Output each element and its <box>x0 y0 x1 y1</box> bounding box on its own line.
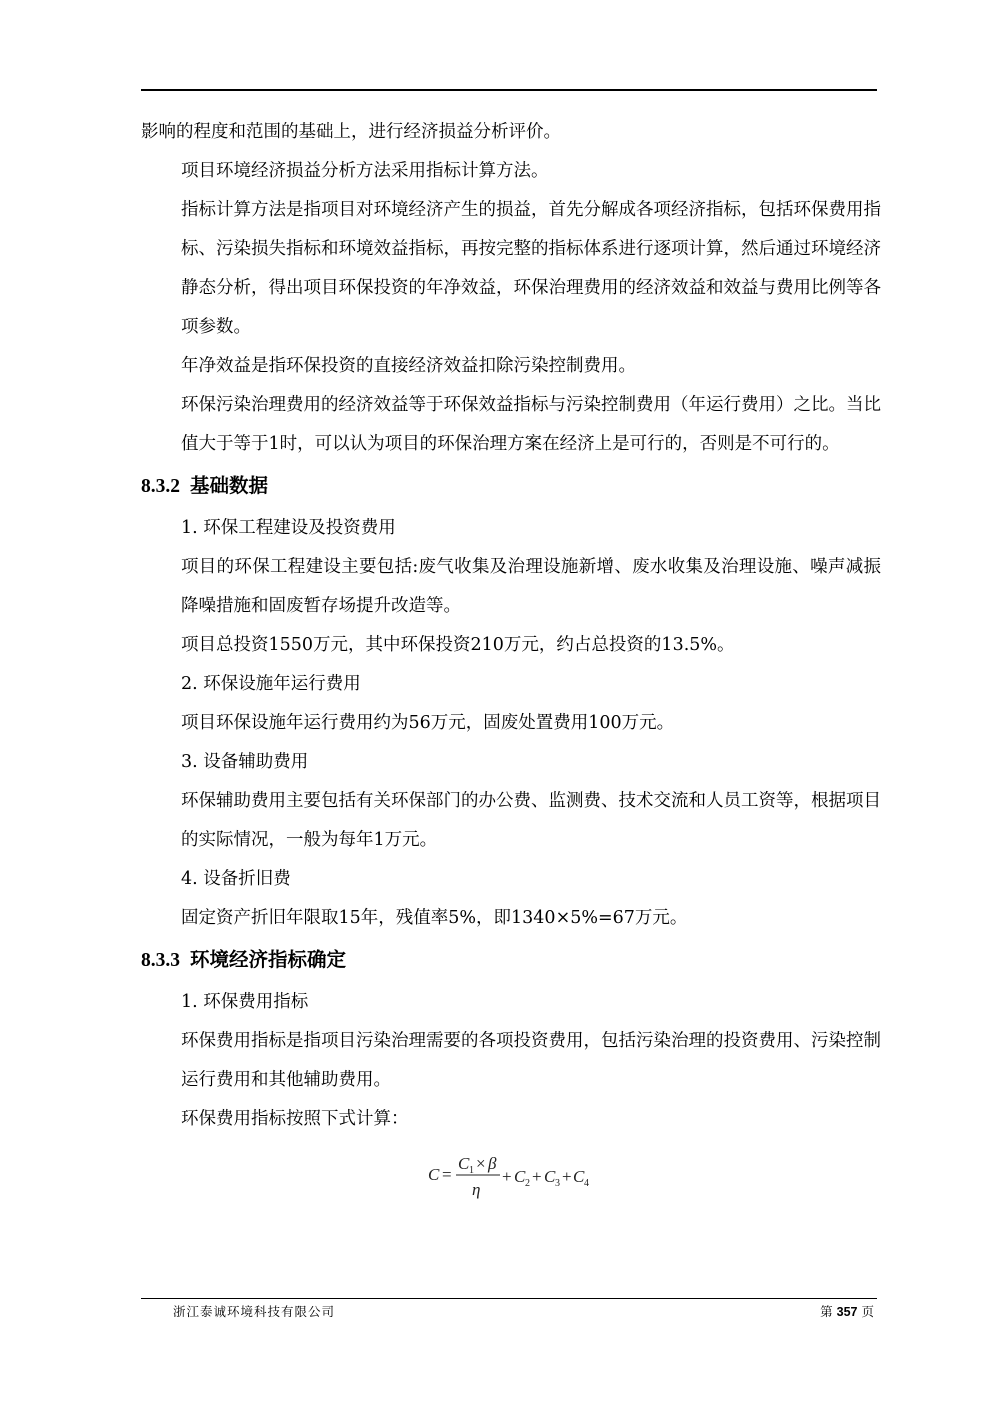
svg-text:3: 3 <box>555 1178 560 1189</box>
section-heading-833 <box>141 938 881 983</box>
paragraph-intro-3: 指标计算方法是指项目对环境经济产生的损益，首先分解成各项经济指标，包括环保费用指标、污染损失指标和环境效益指标，再按完整的指标体系进行逐项计算，然后通过环境经济静态分析，得出项目环保投资的年净效益，环保治理费用的经济效益和效益与费用比例等各项参数。 <box>181 200 881 337</box>
svg-text:4: 4 <box>584 1178 589 1189</box>
section-title: 基础数据 <box>190 474 269 497</box>
list-item-heading: 1. 环保工程建设及投资费用 <box>181 518 396 538</box>
page-suffix: 页 <box>861 1304 874 1319</box>
paragraph: 环保费用指标是指项目污染治理需要的各项投资费用，包括污染治理的投资费用、污染控制运行费用和其他辅助费用。 <box>181 1031 881 1090</box>
svg-text:=: = <box>442 1165 452 1184</box>
svg-text:η: η <box>472 1180 481 1199</box>
footer-rule <box>141 1298 877 1299</box>
paragraph: 项目总投资1550万元，其中环保投资210万元，约占总投资的13.5%。 <box>181 635 735 655</box>
svg-text:C: C <box>573 1167 585 1186</box>
paragraph-intro-5: 环保污染治理费用的经济效益等于环保效益指标与污染控制费用（年运行费用）之比。当比值大于等于1时，可以认为项目的环保治理方案在经济上是可行的，否则是不可行的。 <box>181 395 881 454</box>
paragraph-intro-2: 项目环境经济损益分析方法采用指标计算方法。 <box>181 161 549 181</box>
paragraph-intro-1: 影响的程度和范围的基础上，进行经济损益分析评价。 <box>141 122 561 142</box>
svg-text:C: C <box>544 1167 556 1186</box>
document-body <box>141 113 881 1207</box>
svg-text:C: C <box>458 1154 470 1173</box>
list-item-heading: 3. 设备辅助费用 <box>181 752 309 772</box>
svg-text:+: + <box>502 1167 512 1186</box>
formula-image <box>426 1147 596 1203</box>
svg-text:×: × <box>476 1154 486 1173</box>
footer-company: 浙江泰诚环境科技有限公司 <box>173 1304 336 1319</box>
page-number <box>820 1304 874 1320</box>
svg-text:2: 2 <box>525 1178 530 1189</box>
list-item-heading: 1. 环保费用指标 <box>181 992 309 1012</box>
svg-text:β: β <box>488 1154 497 1173</box>
header-rule <box>141 89 877 91</box>
section-title: 环境经济指标确定 <box>190 948 347 971</box>
paragraph: 环保费用指标按照下式计算： <box>181 1109 409 1129</box>
section-heading-832 <box>141 464 881 509</box>
list-item-heading: 2. 环保设施年运行费用 <box>181 674 361 694</box>
paragraph-intro-4: 年净效益是指环保投资的直接经济效益扣除污染控制费用。 <box>181 356 636 376</box>
paragraph: 项目环保设施年运行费用约为56万元，固废处置费用100万元。 <box>181 713 675 733</box>
paragraph: 环保辅助费用主要包括有关环保部门的办公费、监测费、技术交流和人员工资等，根据项目的实际情况，一般为每年1万元。 <box>181 791 881 850</box>
svg-text:C: C <box>428 1165 440 1184</box>
section-number: 8.3.3 <box>141 950 180 971</box>
page-prefix: 第 <box>820 1304 833 1319</box>
svg-text:+: + <box>532 1167 542 1186</box>
paragraph: 项目的环保工程建设主要包括:废气收集及治理设施新增、废水收集及治理设施、噪声减振降噪措施和固废暂存场提升改造等。 <box>181 557 881 616</box>
section-number: 8.3.2 <box>141 476 180 497</box>
page-number-value: 357 <box>836 1305 858 1319</box>
svg-text:C: C <box>514 1167 526 1186</box>
paragraph: 固定资产折旧年限取15年，残值率5%，即1340×5%=67万元。 <box>181 908 688 928</box>
svg-text:+: + <box>562 1167 572 1186</box>
list-item-heading: 4. 设备折旧费 <box>181 869 291 889</box>
cost-formula <box>141 1147 881 1207</box>
svg-text:1: 1 <box>469 1165 474 1176</box>
